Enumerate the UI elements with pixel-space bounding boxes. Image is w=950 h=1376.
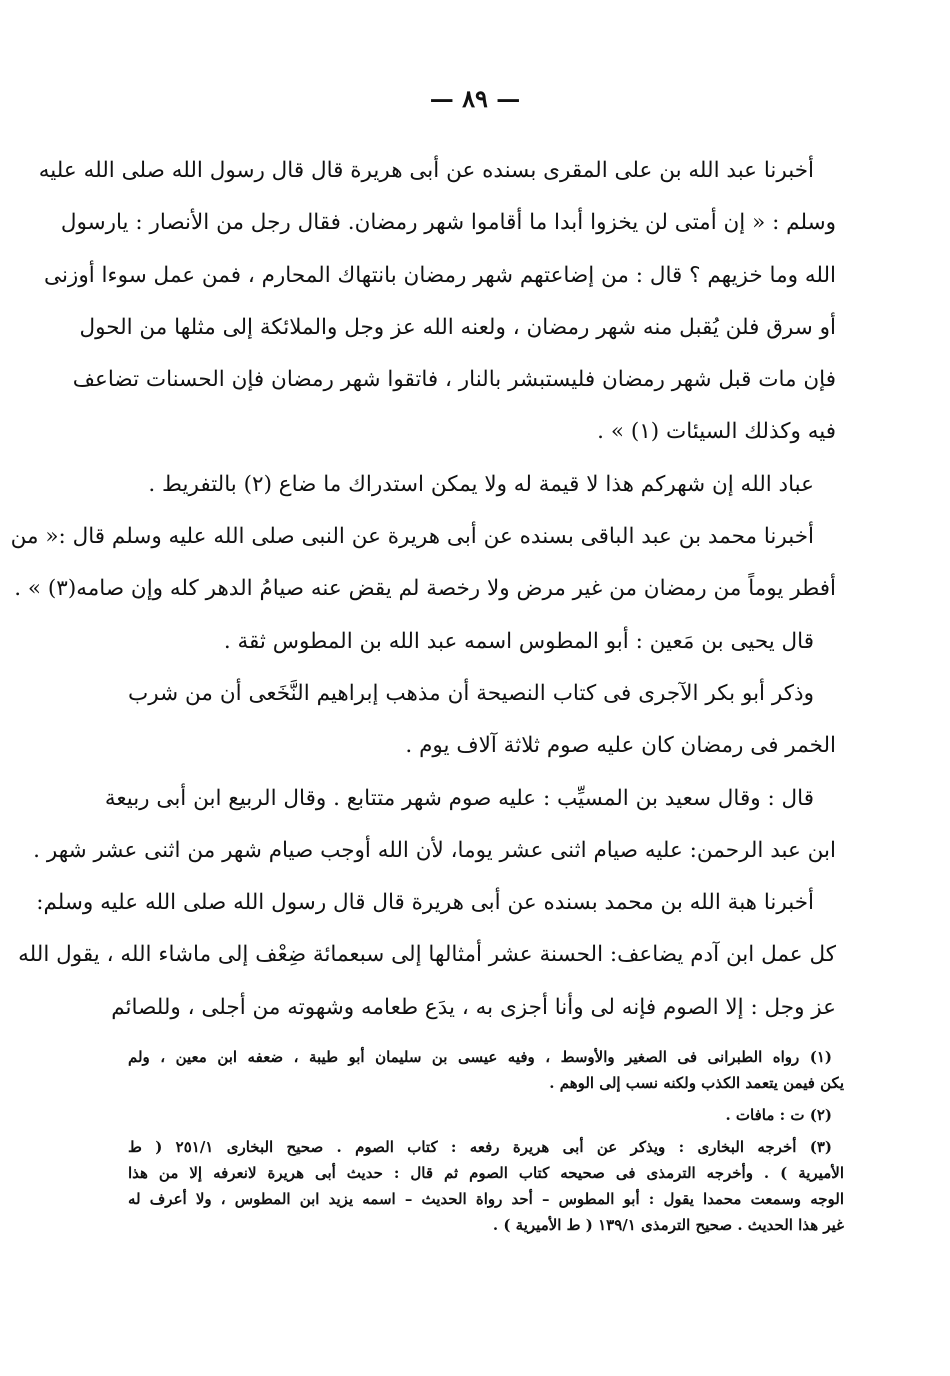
footnote-line: الأميرية ) . وأخرجه الترمذى فى صحيحه كتاب الصوم ثم قال : حديث أبى هريرة لانعرفه إلا من هذا — [128, 1164, 844, 1182]
text-line: وسلم : « إن أمتى لن يخزوا أبدا ما أقاموا شهر رمضان. فقال رجل من الأنصار : يارسول — [60, 210, 836, 236]
text-line: وذكر أبو بكر الآجرى فى كتاب النصيحة أن مذهب إبراهيم النَّخَعى أن من شرب — [128, 680, 814, 706]
text-line: عباد الله إن شهركم هذا لا قيمة له ولا يمكن استدراك ما ضاع (٢) بالتفريط . — [148, 471, 814, 497]
text-line: الله وما خزيهم ؟ قال : من إضاعتهم شهر رمضان بانتهاك المحارم ، فمن عمل سوءا أوزنى — [44, 262, 836, 288]
footnote-line: يكن فيمن يتعمد الكذب ولكنه نسب إلى الوهم . — [549, 1074, 844, 1092]
footnote — [128, 1102, 844, 1128]
text-line: كل عمل ابن آدم يضاعف: الحسنة عشر أمثالها إلى سبعمائة ضِعْف إلى ماشاء الله ، يقول الله — [18, 942, 836, 968]
text-line: أو سرق فلن يُقبل منه شهر رمضان ، ولعنه الله عز وجل والملائكة إلى مثلها من الحول — [79, 314, 836, 340]
footnote-line: (٣) أخرجه البخارى : ويذكر عن أبى هريرة رفعه : كتاب الصوم . صحيح البخارى ٢٥١/١ ( ط — [128, 1138, 832, 1156]
text-line: الخمر فى رمضان كان عليه صوم ثلاثة آلاف يوم . — [405, 733, 836, 759]
text-line: أفطر يوماً من رمضان من غير مرض ولا رخصة لم يقض عنه صيامُ الدهر كله وإن صامه(٣) » . — [14, 576, 836, 602]
page-number: — ٨٩ — — [429, 84, 521, 113]
text-line: قال يحيى بن مَعين : أبو المطوس اسمه عبد الله بن المطوس ثقة . — [223, 628, 814, 654]
footnote-line: الوجه وسمعت محمدا يقول : أبو المطوس – أحد رواة الحديث – اسمه يزيد ابن المطوس ، ولا أعرف له — [128, 1190, 844, 1208]
footnote-line: (٢) ت : مافات . — [725, 1106, 832, 1124]
main-text — [10, 145, 836, 1034]
text-line: ابن عبد الرحمن: عليه صيام اثنى عشر يوما، لأن الله أوجب صيام شهر من اثنى عشر شهر . — [33, 837, 836, 863]
text-line: فيه وكذلك السيئات (١) » . — [597, 419, 836, 445]
footnote — [128, 1134, 844, 1238]
text-line: قال : وقال سعيد بن المسيِّب : عليه صوم شهر متتابع . وقال الربيع ابن أبى ربيعة — [104, 785, 814, 811]
text-line: أخبرنا هبة الله بن محمد بسنده عن أبى هريرة قال قال رسول الله صلى الله عليه وسلم: — [36, 890, 814, 916]
footnotes — [128, 1044, 844, 1238]
text-line: أخبرنا عبد الله بن على المقرى بسنده عن أبى هريرة قال قال رسول الله صلى الله عليه — [38, 158, 814, 183]
footnote-line: غير هذا الحديث . صحيح الترمذى ١٣٩/١ ( ط الأميرية ) . — [492, 1216, 844, 1234]
footnote-line: (١) رواه الطبرانى فى الصغير والأوسط ، وفيه عيسى بن سليمان أبو طيبة ، ضعفه ابن معين ، ولم — [128, 1048, 832, 1066]
footnote — [128, 1044, 844, 1096]
text-line: فإن مات قبل شهر رمضان فليستبشر بالنار ، فاتقوا شهر رمضان فإن الحسنات تضاعف — [72, 367, 836, 393]
text-line: عز وجل : إلا الصوم فإنه لى وأنا أجزى به ، يدَع طعامه وشهوته من أجلى ، وللصائم — [111, 994, 836, 1020]
text-line: أخبرنا محمد بن عبد الباقى بسنده عن أبى هريرة عن النبى صلى الله عليه وسلم قال :« من — [10, 524, 814, 550]
